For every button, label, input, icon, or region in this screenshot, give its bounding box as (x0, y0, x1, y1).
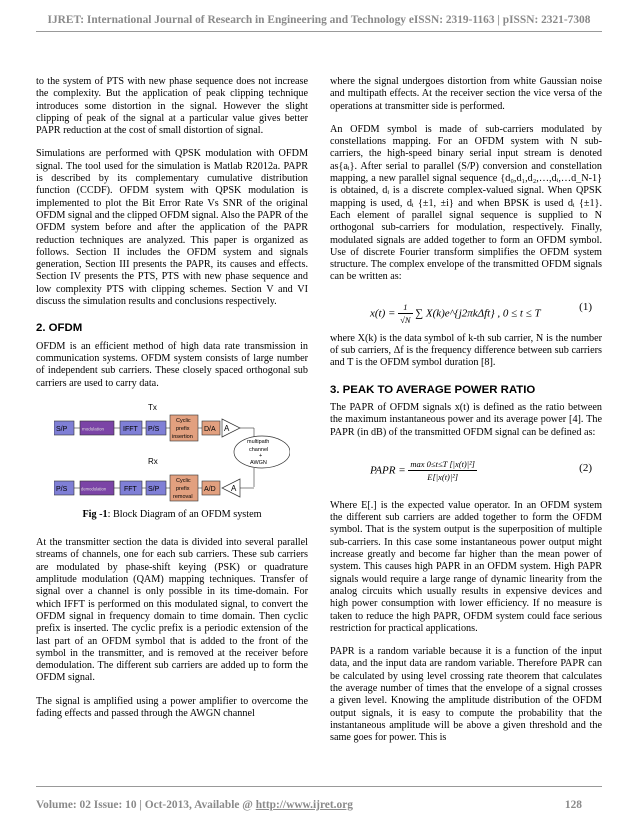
paragraph: to the system of PTS with new phase sequence does not increase the complexity. But the application of peak clipping technique introduces some distortion in the signal. However the slight clipping of peak of the signal at a particular value gives better PAPR reduction at the cost of small distortion of signal. (36, 76, 308, 137)
amp-label: A (224, 423, 230, 433)
eq1-number: (1) (579, 300, 592, 313)
modulation-label: modulation (82, 426, 105, 432)
header-rule (36, 31, 602, 32)
ps-label: P/S (148, 425, 160, 433)
paragraph: An OFDM symbol is made of sub-carriers modulated by constellations mapping. For an OFDM system with N sub-carriers, the high-speed binary serial input stream is denoted as{aᵢ}. After serial to parallel (S/P) conversion and constellation mapping, a new parallel signal sequence {d₀,d₁,d₂,…,dᵢ,…d_N-1} is obtained, dᵢ is a discrete complex-valued signal. When QPSK mapping is used, dᵢ {±1, ±i} and when BPSK is used dᵢ {±1}. Each element of parallel signal sequence is supplied to N orthogonal sub-carriers for modulation, respectively. Finally, modulated signals are added together to form an OFDM symbol. Use of discrete Fourier transform simplifies the OFDM system structure. The complex envelope of the transmitted OFDM signals can be written as: (330, 123, 602, 283)
paragraph: Where E[.] is the expected value operator. In an OFDM system the different sub carriers are added together to form the OFDM symbol. That is the system output is the superposition of multiple sub-carriers. In this case some instantaneous power output might increase greatly and become far higher than the mean power of system. This causes high PAPR in an OFDM system. High PAPR signals would require a large range of dynamic linearity from the analog circuits which usually results in expensive devices and high power consumption with lower efficiency. If no measure is taken to reduce the high PAPR, OFDM system could face serious restriction for practical applications. (330, 499, 602, 634)
ad-label: A/D (204, 485, 216, 493)
equation-1 (330, 295, 602, 326)
page-number: 128 (564, 799, 582, 811)
paragraph: where the signal undergoes distortion from white Gaussian noise and multipath effects. At the receiver section the vice versa of the operations at transmitter side is performed. (330, 76, 602, 112)
section-heading-ofdm: 2. OFDM (36, 322, 83, 335)
cp-rem-2: prefix (176, 485, 190, 492)
paragraph: OFDM is an efficient method of high data rate transmission in communication systems. OFDM system consists of large number of independent sub carriers. These closely spaced orthogonal sub carriers are used to carry data. (36, 340, 308, 389)
eq2-numerator: max 0≤t≤T [|x(t)|²] (408, 458, 477, 471)
paragraph: At the transmitter section the data is divided into several parallel streams of channels, one for each sub carriers. These sub carriers are modulated by phase-shift keying (PSK) or quadrature amplitude modulation (QAM) mapping techniques. Transfer of signal over a channel is only possible in its time-domain. For which IFFT is performed on this modulated signal, to convert the OFDM signal in frequency domain to time domain. Then cyclic prefix is inserted. The cyclic prefix is a periodic extension of the last part of an OFDM symbol that is added to the front of the symbol in the transmitter, and is removed at the receiver before demodulation. The different sub carriers are added up to form the OFDM signal. (36, 537, 308, 684)
eq2-lhs: PAPR = (370, 464, 406, 477)
ch-2: channel (249, 446, 269, 453)
right-column (330, 76, 602, 755)
cp-ins-3: insertion (172, 433, 193, 440)
footer-text: Volume: 02 Issue: 10 | Oct-2013, Available @ (36, 799, 256, 811)
eq1-numerator: 1 (398, 301, 412, 314)
eq2-denominator: E[|x(t)|²] (427, 472, 459, 483)
journal-link[interactable]: http://www.ijret.org (255, 799, 353, 811)
left-column (36, 76, 308, 731)
footer-rule (36, 786, 602, 787)
ps2-label: P/S (56, 485, 68, 493)
eq1-fraction (398, 301, 412, 327)
eq1-denominator: √N (400, 315, 411, 326)
demodulation-label: demodulation (81, 486, 107, 492)
rx-label: Rx (148, 456, 158, 466)
ch-3: + (259, 452, 263, 459)
paragraph: The signal is amplified using a power amplifier to overcome the fading effects and passed through the AWGN channel (36, 695, 308, 719)
eq2-fraction (408, 458, 477, 484)
page-footer (36, 799, 602, 811)
da-label: D/A (204, 425, 216, 433)
ofdm-block-diagram (54, 401, 290, 503)
tx-label: Tx (148, 402, 157, 412)
paragraph: Simulations are performed with QPSK modulation with OFDM signal. The tool used for the simulation is Matlab R2012a. PAPR is described by its complementary cumulative distribution function (CCDF). OFDM system with QPSK modulation is implemented to plot the Bit Error Rate Vs SNR of the original OFDM signal and the clipped OFDM signal. Also the PAPR of the OFDM system before and after the application of the PAPR reduction techniques are analyzed. This paper is organized as follows. Section II includes the OFDM system and signals generation, Section III presents the PAPR, its causes and effects. Section IV presents the PTS, PTS with new phase sequence and low complexity PTS with clipping schemes. Section V and VI discuss the simulation results and conclusions respectively. (36, 148, 308, 308)
paragraph: PAPR is a random variable because it is a function of the input data, and the input data are random variable. Therefore PAPR can be calculated by using level crossing rate theorem that calculates the average number of times that the envelope of a signal crosses a given level. Knowing the amplitude distribution of the OFDM output signals, it is easy to compute the probability that the instantaneous amplitude will be above a given threshold and the same goes for power. This is (330, 646, 602, 744)
equation-2 (330, 450, 602, 488)
figure-label: Fig -1 (82, 508, 108, 520)
ifft-label: IFFT (123, 425, 138, 433)
cp-ins-1: Cyclic (176, 417, 191, 424)
cp-rem-1: Cyclic (176, 477, 191, 484)
figure-caption-text: : Block Diagram of an OFDM system (107, 508, 262, 520)
fft-label: FFT (124, 485, 137, 493)
eq1-lhs: x(t) = (370, 307, 396, 320)
journal-header: IJRET: International Journal of Research in Engineering and Technology eISSN: 2319-1163 | pISSN: 2321-7308 (47, 14, 591, 26)
amp2-label: A (231, 483, 237, 493)
sp2-label: S/P (148, 485, 160, 493)
figure-caption (36, 509, 308, 521)
cp-rem-3: removal (173, 493, 193, 500)
cp-ins-2: prefix (176, 425, 190, 432)
section-heading-papr: 3. PEAK TO AVERAGE POWER RATIO (330, 383, 536, 396)
sp-label: S/P (56, 425, 68, 433)
eq2-number: (2) (579, 461, 592, 474)
ch-4: AWGN (250, 459, 267, 466)
paragraph: where X(k) is the data symbol of k-th sub carrier, N is the number of sub carriers, Δf is the frequency difference between sub carriers and T is the OFDM symbol duration [8]. (330, 332, 602, 369)
paragraph: The PAPR of OFDM signals x(t) is defined as the ratio between the maximum instantaneous power and its average power [4]. The PAPR (in dB) of the transmitted OFDM signal can be defined as: (330, 401, 602, 438)
eq1-rhs: ∑ X(k)e^{j2πkΔft} , 0 ≤ t ≤ T (415, 307, 541, 320)
ch-1: multipath (247, 438, 270, 445)
